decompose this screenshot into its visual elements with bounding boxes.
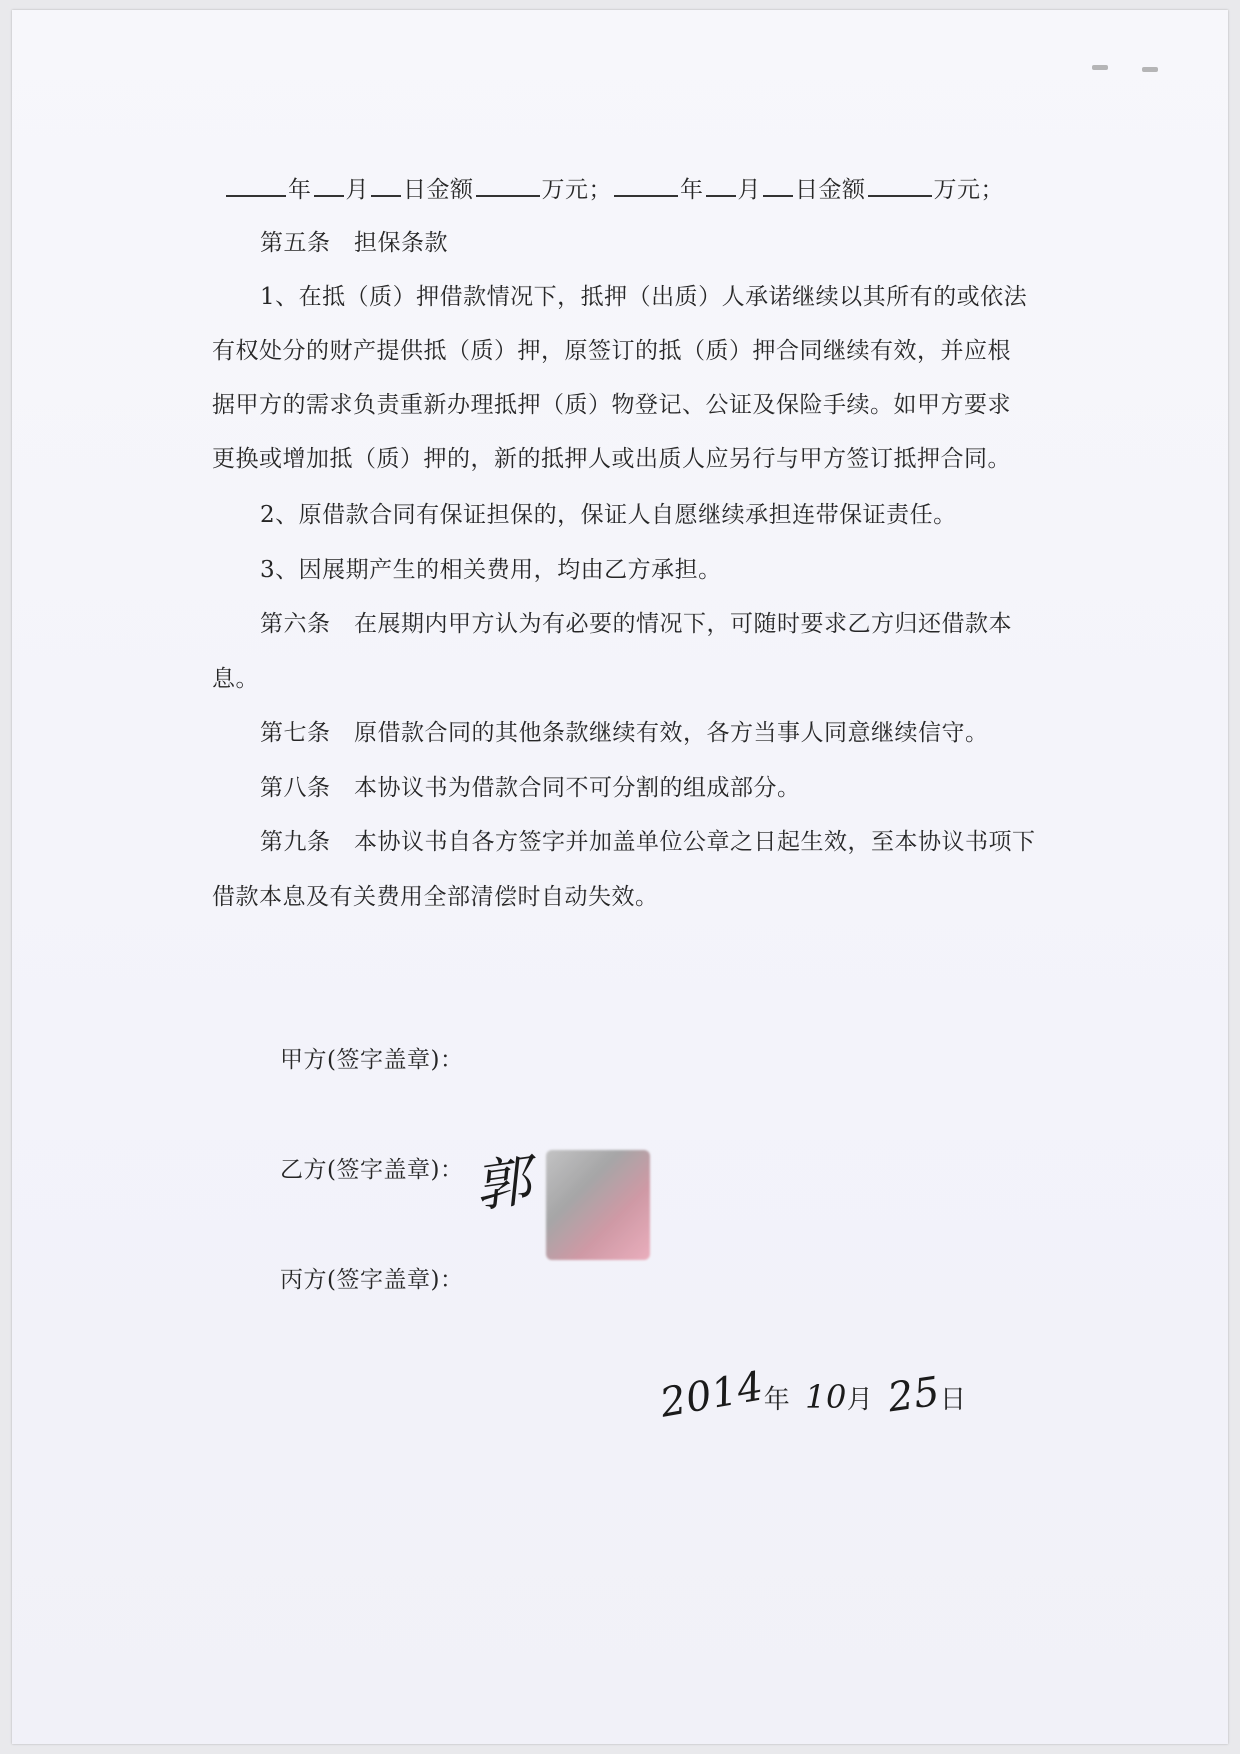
article6-line2: 息。 <box>212 666 259 692</box>
party-a-label: 甲方(签字盖章)： <box>280 1047 464 1073</box>
wan-label: 万元； <box>541 177 612 203</box>
year-label: 年 <box>680 177 704 203</box>
date-day-handwritten: 25 <box>885 1368 943 1422</box>
article5-p3: 3、因展期产生的相关费用，均由乙方承担。 <box>260 557 722 583</box>
party-b-label: 乙方(签字盖章)： <box>280 1157 464 1183</box>
article9-line2: 借款本息及有关费用全部清偿时自动失效。 <box>212 884 659 910</box>
month-label: 月 <box>737 177 761 203</box>
signing-date <box>656 1363 967 1427</box>
date-month-handwritten: 10 <box>805 1378 847 1416</box>
date-year-char: 年 <box>763 1385 791 1415</box>
article6-line1: 第六条 在展期内甲方认为有必要的情况下，可随时要求乙方归还借款本 <box>260 611 1012 637</box>
article5-p1-line1: 1、在抵（质）押借款情况下，抵押（出质）人承诺继续以其所有的或依法 <box>260 284 1028 310</box>
month-label: 月 <box>345 177 369 203</box>
party-c-label: 丙方(签字盖章)： <box>280 1267 464 1293</box>
article5-p1-line4: 更换或增加抵（质）押的，新的抵押人或出质人应另行与甲方签订抵押合同。 <box>212 446 1011 472</box>
redacted-stamp-block <box>546 1150 650 1260</box>
day-amount-label: 日金额 <box>403 177 474 203</box>
document-page <box>12 10 1228 1744</box>
wan-label: 万元； <box>933 177 1004 203</box>
staple-mark <box>1092 65 1108 70</box>
article5-title: 第五条 担保条款 <box>260 230 448 256</box>
party-b-signature: 郭 <box>470 1148 535 1221</box>
article8: 第八条 本协议书为借款合同不可分割的组成部分。 <box>260 775 801 801</box>
day-amount-label: 日金额 <box>795 177 866 203</box>
date-month-char: 月 <box>846 1385 874 1415</box>
date-year-handwritten: 2014 <box>656 1363 768 1427</box>
article5-p1-line2: 有权处分的财产提供抵（质）押，原签订的抵（质）押合同继续有效，并应根 <box>212 338 1011 364</box>
amount-schedule-line <box>224 173 1004 205</box>
article5-p2: 2、原借款合同有保证担保的，保证人自愿继续承担连带保证责任。 <box>260 502 957 528</box>
staple-mark <box>1142 67 1158 72</box>
date-day-char: 日 <box>939 1385 967 1415</box>
article5-p1-line3: 据甲方的需求负责重新办理抵押（质）物登记、公证及保险手续。如甲方要求 <box>212 392 1011 418</box>
year-label: 年 <box>288 177 312 203</box>
article9-line1: 第九条 本协议书自各方签字并加盖单位公章之日起生效，至本协议书项下 <box>260 829 1036 855</box>
article7: 第七条 原借款合同的其他条款继续有效，各方当事人同意继续信守。 <box>260 720 989 746</box>
